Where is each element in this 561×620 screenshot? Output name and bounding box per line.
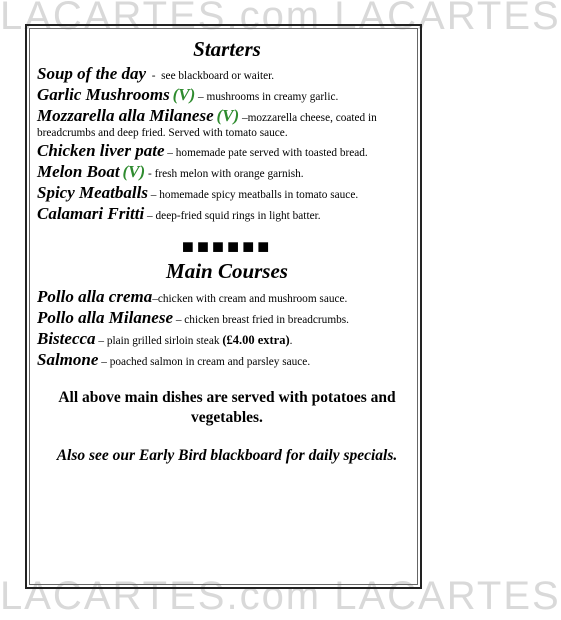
item-separator: – (195, 91, 207, 103)
main-courses-heading: Main Courses (166, 259, 288, 283)
item-price: (£4.00 extra) (222, 333, 290, 347)
item-separator: - (145, 168, 155, 180)
menu-item (37, 161, 417, 182)
item-description: mushrooms in creamy garlic. (206, 91, 339, 103)
item-separator: - (146, 70, 162, 82)
item-separator: – (173, 314, 185, 326)
side-dishes-note: All above main dishes are served with potatoes and vegetables. (58, 389, 396, 426)
menu-item (37, 182, 417, 203)
item-name: Pollo alla crema (37, 287, 153, 306)
menu-item (37, 286, 417, 307)
item-description: mozzarella cheese, coated in breadcrumbs and deep fried. Served with tomato sauce. (37, 112, 377, 139)
item-name: Bistecca (37, 329, 96, 348)
early-bird-note: Also see our Early Bird blackboard for daily specials. (56, 447, 398, 464)
item-punctuation: . (289, 335, 293, 347)
menu-content (37, 36, 417, 466)
item-description: fresh melon with orange garnish. (154, 168, 304, 180)
item-name: Soup of the day (37, 64, 147, 83)
item-description: chicken breast fried in breadcrumbs. (184, 314, 349, 326)
item-name: Spicy Meatballs (37, 183, 148, 202)
item-separator: – (164, 147, 176, 159)
item-description: homemade spicy meatballs in tomato sauce. (159, 189, 359, 201)
item-separator: – (95, 335, 107, 347)
item-description: deep-fried squid rings in light batter. (155, 210, 321, 222)
item-description: poached salmon in cream and parsley sauce. (109, 356, 311, 368)
section-divider: ■■■■■■ (181, 236, 273, 258)
menu-item (37, 63, 417, 84)
item-name: Chicken liver pate (37, 141, 165, 160)
item-name: Mozzarella alla Milanese (37, 106, 214, 125)
item-name: Melon Boat (37, 162, 120, 181)
item-description: chicken with cream and mushroom sauce. (157, 293, 348, 305)
item-name: Salmone (37, 350, 99, 369)
watermark-top: LACARTES.com LACARTES (0, 0, 561, 38)
item-description: plain grilled sirloin steak (106, 335, 223, 347)
item-description: see blackboard or waiter. (161, 70, 275, 82)
item-separator: – (239, 112, 248, 124)
item-name: Pollo alla Milanese (37, 308, 173, 327)
item-description: homemade pate served with toasted bread. (175, 147, 368, 159)
item-name: Calamari Fritti (37, 204, 145, 223)
item-separator: – (144, 210, 156, 222)
vegetarian-badge: (V) (172, 85, 196, 104)
item-separator: – (152, 293, 158, 305)
menu-item (37, 140, 417, 161)
item-separator: – (147, 189, 160, 201)
starters-heading: Starters (193, 37, 261, 61)
menu-item (37, 349, 417, 370)
menu-item (37, 328, 417, 349)
watermark-bottom: LACARTES.com LACARTES (0, 574, 561, 618)
item-name: Garlic Mushrooms (37, 85, 170, 104)
menu-item (37, 307, 417, 328)
menu-item (37, 203, 417, 224)
menu-item (37, 105, 417, 140)
item-separator: – (98, 356, 110, 368)
menu-item (37, 84, 417, 105)
vegetarian-badge: (V) (122, 162, 146, 181)
vegetarian-badge: (V) (216, 106, 240, 125)
